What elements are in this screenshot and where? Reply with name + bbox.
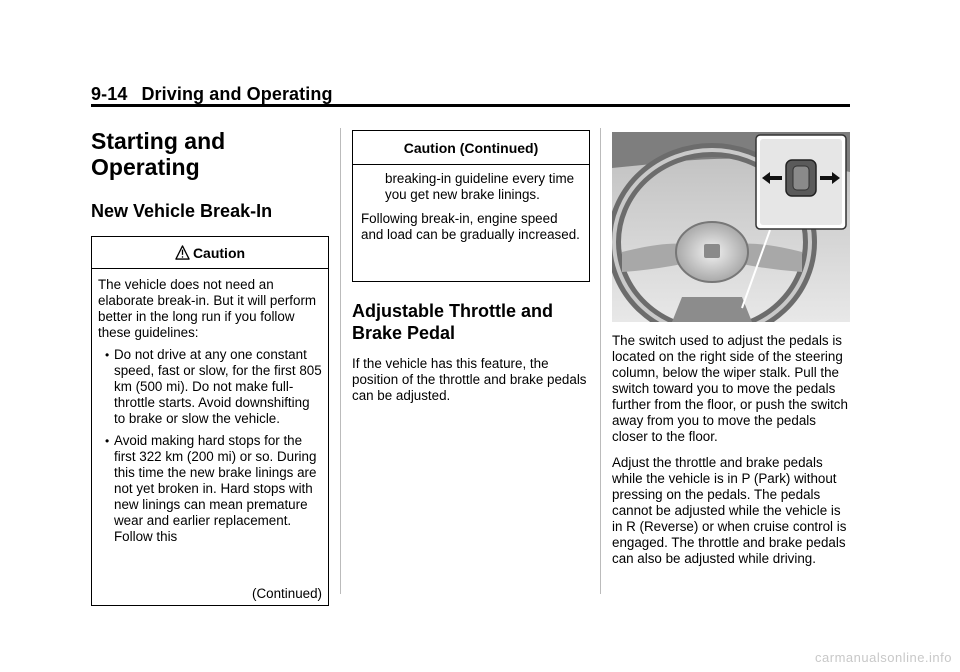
column-divider-2 xyxy=(600,128,601,594)
subsection-title-break-in: New Vehicle Break-In xyxy=(91,201,273,221)
bullet-text-2: Avoid making hard stops for the first 322 km (200 mi) or so. During this time the new brake linings are not yet broken in. Hard stops with new linings can mean premature wear and earlier replacement. Follow this xyxy=(114,433,317,544)
chapter-title: Driving and Operating xyxy=(141,84,333,104)
caution-bullet-2 xyxy=(98,433,322,545)
page-number: 9-14 xyxy=(91,84,128,104)
bullet-dot-icon: • xyxy=(105,434,110,448)
steering-wheel-illustration xyxy=(612,132,850,322)
steering-column-photo xyxy=(612,132,850,322)
watermark: carmanualsonline.info xyxy=(815,650,952,665)
subsection-title-line1: Adjustable Throttle and xyxy=(352,301,554,321)
bullet-dot-icon: • xyxy=(105,348,110,362)
caution-continued-header: Caution (Continued) xyxy=(353,131,589,165)
caution-bullet-1 xyxy=(98,347,322,427)
caution-continued-box xyxy=(352,130,590,282)
caution-continued-text: breaking-in guideline every time you get new brake linings. xyxy=(385,171,575,202)
switch-location-text: The switch used to adjust the pedals is located on the right side of the steering column, below the wiper stalk. Pull the switch toward you to move the pedals further from the floor, or push the switch away from you to move the pedals closer to the floor. xyxy=(612,333,848,444)
continued-label: (Continued) xyxy=(252,586,322,601)
caution-intro: The vehicle does not need an elaborate break-in. But it will perform better in the long run if you follow these guidelines: xyxy=(98,277,317,340)
column-divider-1 xyxy=(340,128,341,594)
section-title-line2: Operating xyxy=(91,154,200,180)
caution-box xyxy=(91,236,329,606)
column-2 xyxy=(352,128,590,404)
header-text xyxy=(91,84,333,105)
subsection-title-adjustable xyxy=(352,300,590,344)
caution-body xyxy=(92,269,328,545)
adjustable-pedal-intro: If the vehicle has this feature, the position of the throttle and brake pedals can be adjusted. xyxy=(352,356,587,403)
section-title xyxy=(91,128,329,180)
caution-header xyxy=(92,237,328,269)
subsection-title-line2: Brake Pedal xyxy=(352,323,456,343)
break-in-after-text: Following break-in, engine speed and load can be gradually increased. xyxy=(361,211,580,242)
caution-title: Caution xyxy=(192,245,246,261)
adjust-conditions-text: Adjust the throttle and brake pedals while the vehicle is in P (Park) without pressing on the pedals. The pedals cannot be adjusted while the vehicle is in R (Reverse) or when cruise control is engaged. The throttle and brake pedals can also be adjusted while driving. xyxy=(612,455,847,566)
caution-continued-body xyxy=(353,165,589,243)
column-3 xyxy=(612,333,850,567)
column-1 xyxy=(91,128,329,606)
header-rule xyxy=(91,104,850,107)
section-title-line1: Starting and xyxy=(91,128,226,154)
warning-triangle-icon xyxy=(175,245,190,260)
bullet-text-1: Do not drive at any one constant speed, fast or slow, for the first 805 km (500 mi). Do not make full-throttle starts. Avoid downshifting to brake or slow the vehicle. xyxy=(114,347,322,426)
